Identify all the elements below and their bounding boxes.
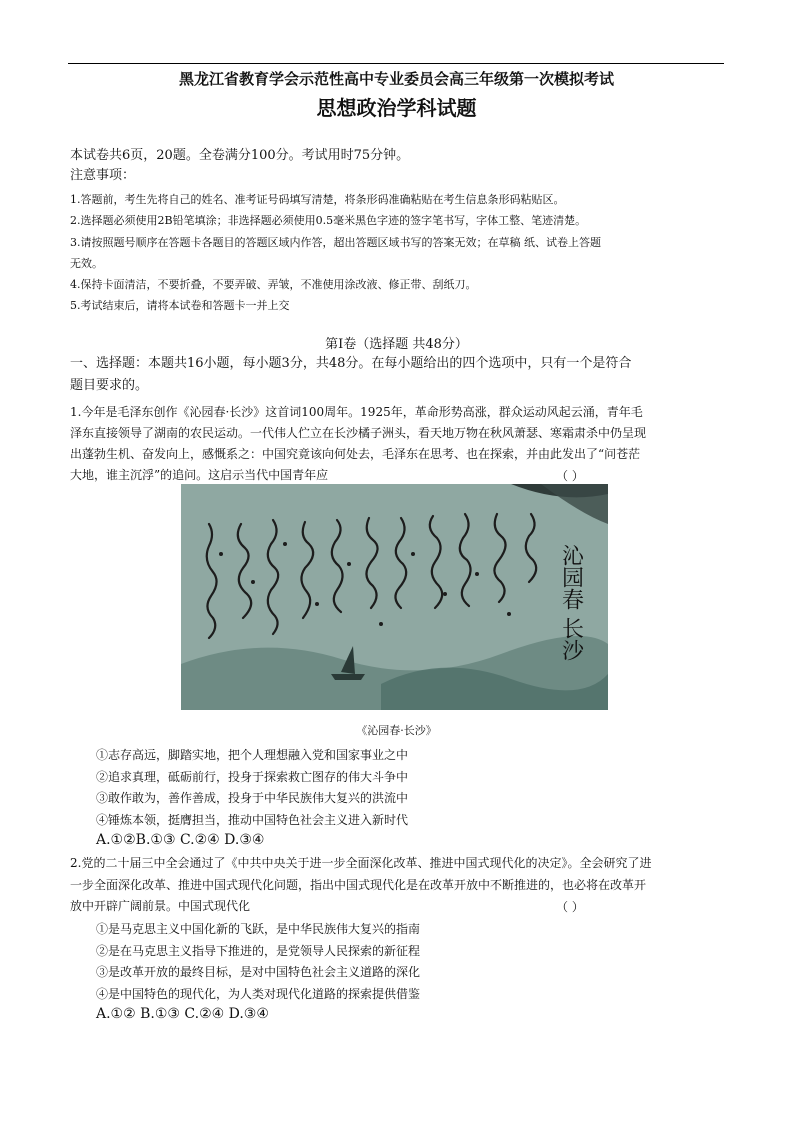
q1-answer-parentheses: （ ） (556, 469, 584, 483)
q1-stem-line-3: 出蓬勃生机、奋发向上，感慨系之：中国究竟该向何处去，毛泽东在思考、也在探索，并由此发出了“问苍茫 (70, 447, 641, 461)
q2-stem-line-2: 一步全面深化改革、推进中国式现代化问题，指出中国式现代化是在改革开放中不断推进的，也必将在改革开 (70, 878, 647, 892)
q1-option-2: ②追求真理，砥砺前行，投身于探索救亡图存的伟大斗争中 (96, 770, 409, 784)
q1-stem-line-2: 泽东直接领导了湖南的农民运动。一代伟人伫立在长沙橘子洲头，看天地万物在秋风萧瑟、寒霜肃杀中仍呈现 (70, 426, 647, 440)
notes-heading: 注意事项： (70, 168, 136, 183)
note-3-cont: 无效。 (70, 257, 103, 270)
painting-caption: 《沁园春·长沙》 (356, 724, 437, 737)
q2-option-3: ③是改革开放的最终目标，是对中国特色社会主义道路的深化 (96, 965, 421, 979)
q2-answer-choices: A.①② B.①③ C.②④ D.③④ (96, 1006, 269, 1022)
q2-option-2: ②是在马克思主义指导下推进的，是党领导人民探索的新征程 (96, 944, 421, 958)
q1-option-4: ④锤炼本领，挺膺担当，推动中国特色社会主义进入新时代 (96, 813, 409, 827)
q1-stem-line-1: 1.今年是毛泽东创作《沁园春·长沙》这首词100周年。1925年，革命形势高涨，群众运动风起云涌，青年毛 (70, 405, 643, 419)
note-5: 5.考试结束后，请将本试卷和答题卡一并上交 (70, 299, 290, 312)
section-instruction-1: 一、选择题：本题共16小题，每小题3分，共48分。在每小题给出的四个选项中，只有一个是符合 (70, 356, 632, 371)
note-1: 1.答题前，考生先将自己的姓名、准考证号码填写清楚，将条形码准确粘贴在考生信息条形码粘贴区。 (70, 193, 565, 206)
q1-option-1: ①志存高远，脚踏实地，把个人理想融入党和国家事业之中 (96, 748, 409, 762)
q1-stem-line-4: 大地，谁主沉浮”的追问。这启示当代中国青年应 (70, 468, 329, 482)
q1-answer-choices: A.①②B.①③ C.②④ D.③④ (96, 832, 265, 848)
q2-answer-parentheses: （ ） (556, 900, 584, 914)
exam-organization-title: 黑龙江省教育学会示范性高中专业委员会高三年级第一次模拟考试 (178, 70, 614, 88)
painting-title: 沁园春 长沙 (558, 544, 584, 661)
q2-option-1: ①是马克思主义中国化新的飞跃，是中华民族伟大复兴的指南 (96, 922, 421, 936)
q2-stem-line-3: 放中开辟广阔前景。中国式现代化 (70, 899, 251, 913)
calligraphy-painting (181, 484, 608, 710)
header-rule (68, 63, 724, 64)
calligraphy-illustration (181, 484, 608, 710)
section-heading: 第Ⅰ卷（选择题 共48分） (325, 337, 468, 352)
exam-subject-title: 思想政治学科试题 (316, 96, 477, 120)
q1-option-3: ③敢作敢为，善作善成，投身于中华民族伟大复兴的洪流中 (96, 791, 409, 805)
section-instruction-2: 题目要求的。 (70, 378, 149, 393)
note-4: 4.保持卡面清洁，不要折叠，不要弄破、弄皱，不准使用涂改液、修正带、刮纸刀。 (70, 278, 477, 291)
exam-summary: 本试卷共6页，20题。全卷满分100分。考试用时75分钟。 (70, 148, 410, 163)
note-2: 2.选择题必须使用2B铅笔填涂；非选择题必须使用0.5毫米黑色字迹的签字笔书写，字体工整、笔迹清楚。 (70, 214, 587, 227)
note-3: 3.请按照题号顺序在答题卡各题目的答题区域内作答，超出答题区域书写的答案无效；在草稿 纸、试卷上答题 (70, 236, 601, 249)
q2-option-4: ④是中国特色的现代化，为人类对现代化道路的探索提供借鉴 (96, 987, 421, 1001)
q2-stem-line-1: 2.党的二十届三中全会通过了《中共中央关于进一步全面深化改革、推进中国式现代化的决定》。全会研究了进 (70, 856, 652, 870)
